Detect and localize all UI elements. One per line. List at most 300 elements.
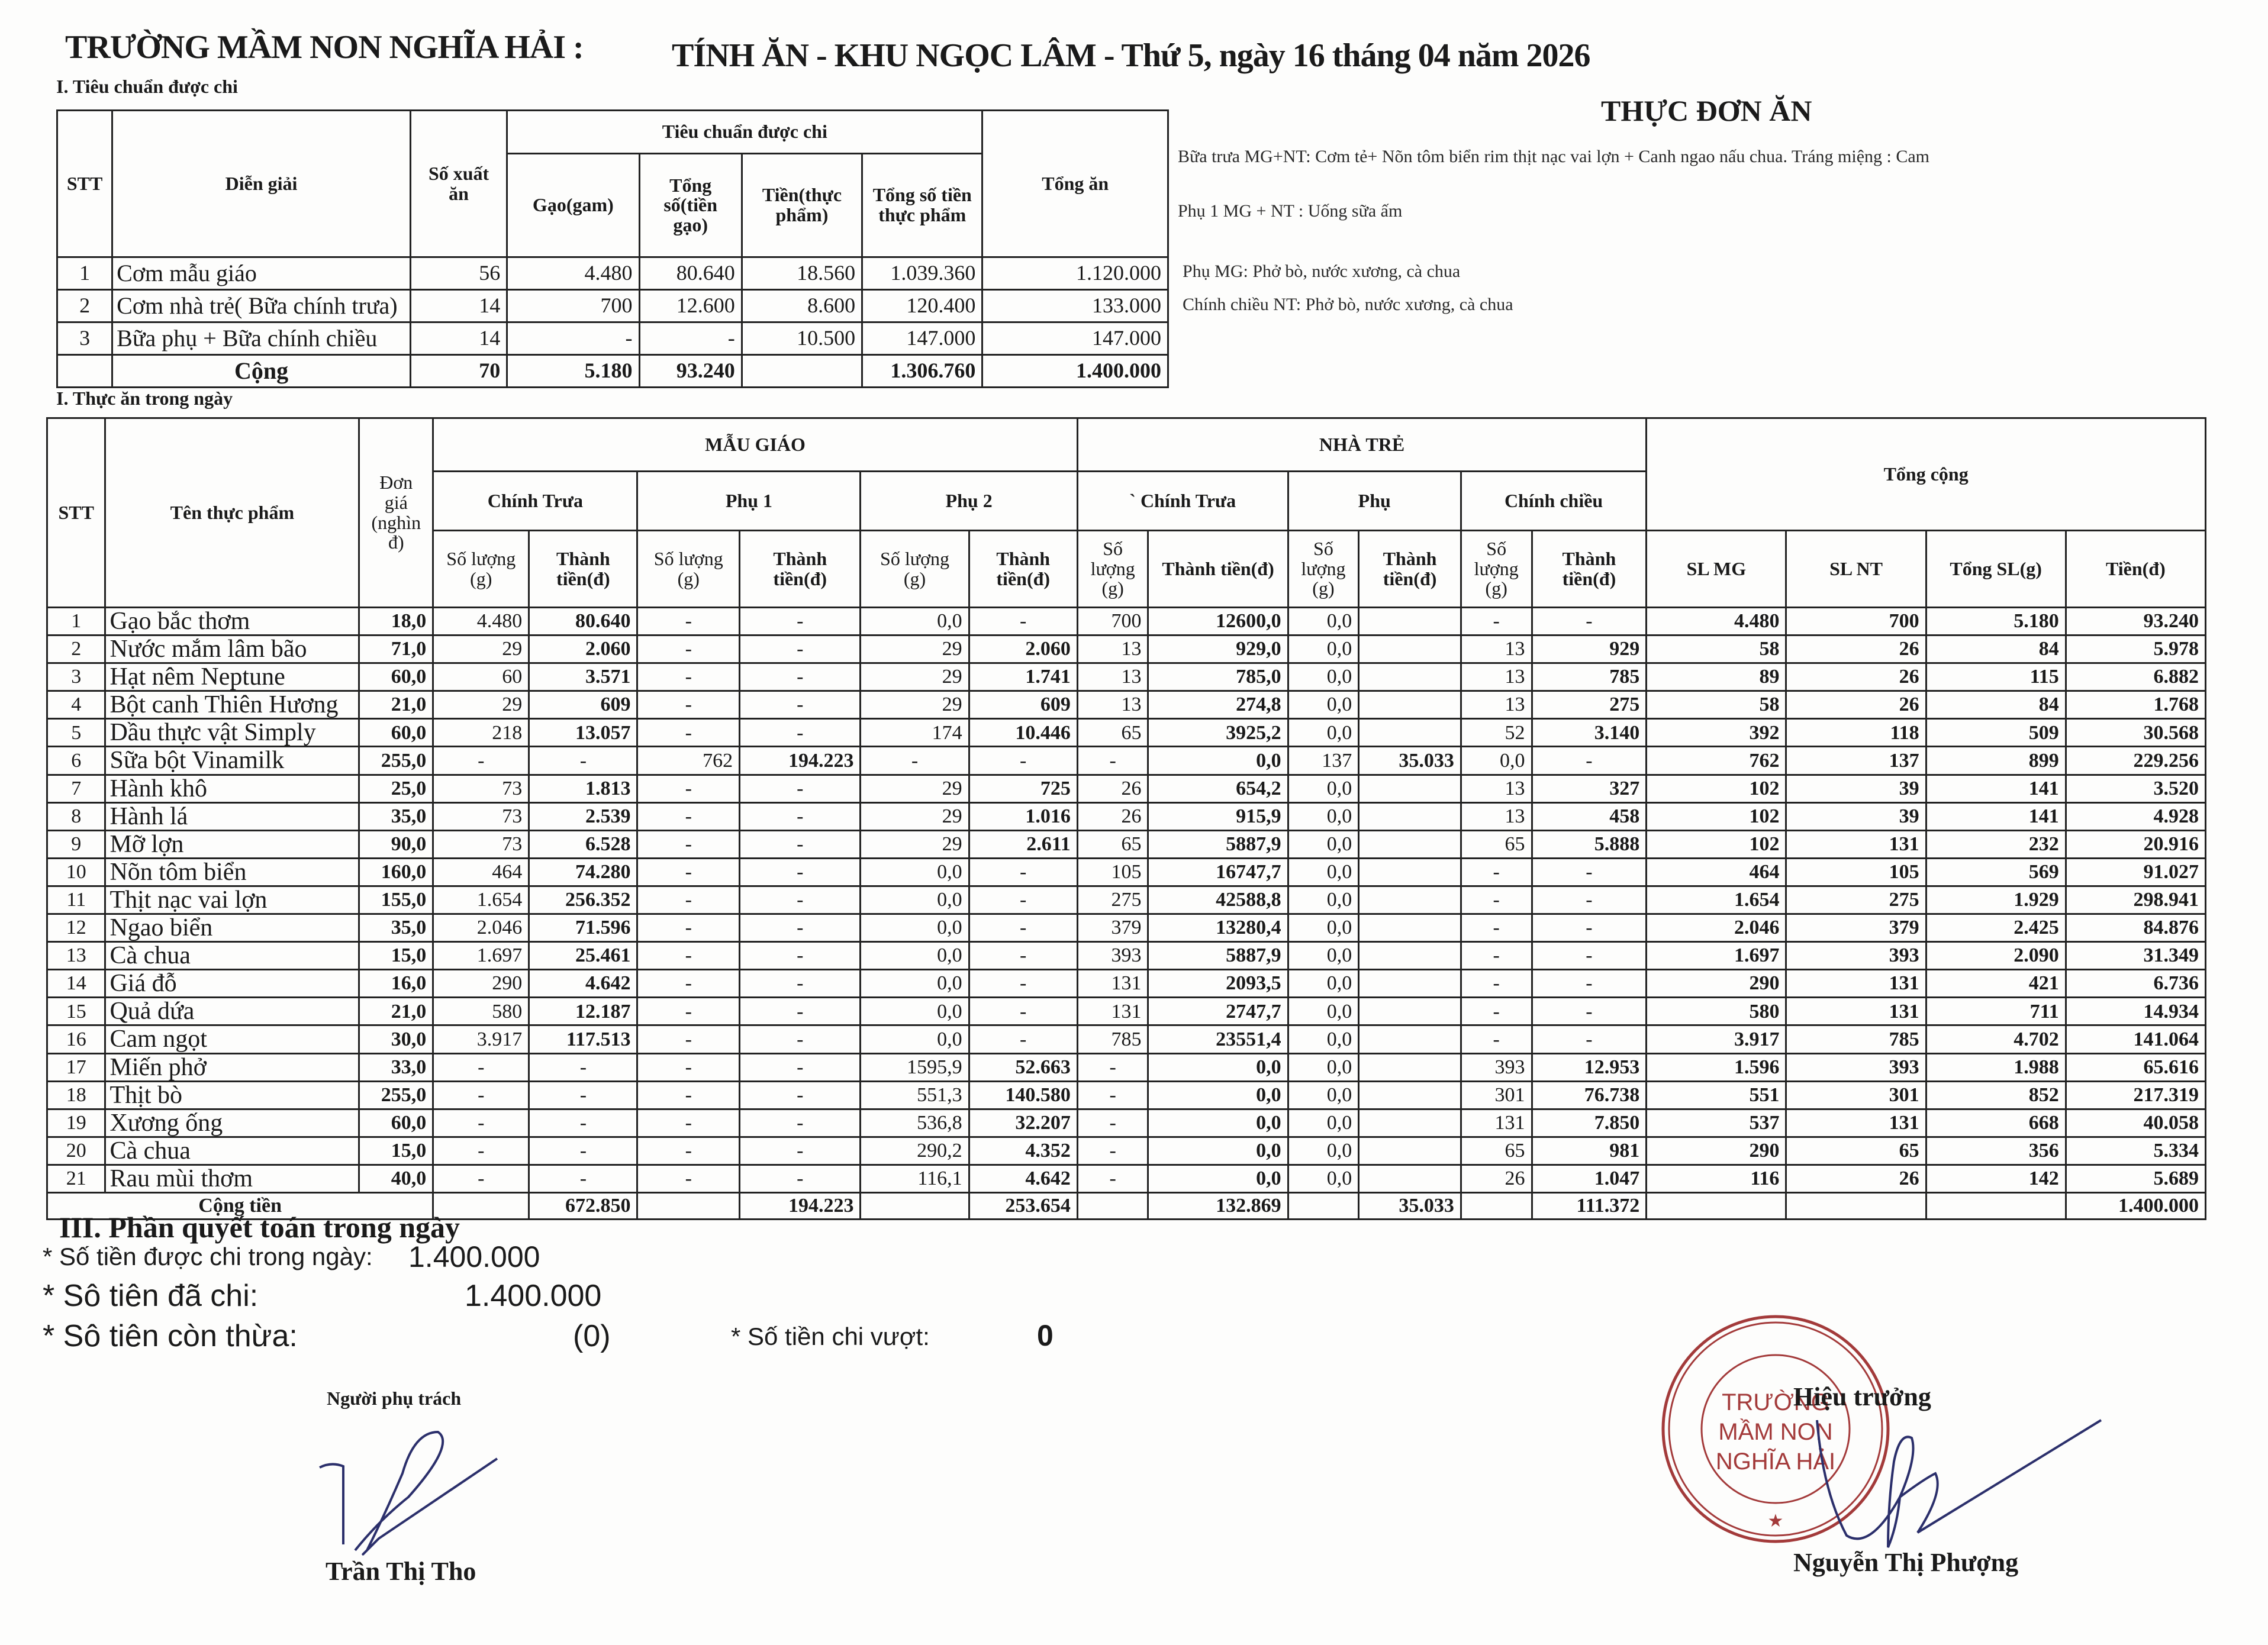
cell-don-gia: 40,0 <box>359 1165 433 1192</box>
stamp-line-2: MẦM NON <box>1718 1419 1833 1445</box>
cell-tien-tp: 8.600 <box>742 290 862 322</box>
cell-nt-cc-tt: 275 <box>1532 691 1647 719</box>
cell-mg-p2-sl: 536,8 <box>861 1109 969 1137</box>
cell-tien: 298.941 <box>2066 886 2205 914</box>
cell-mg-p1-tt: - <box>740 719 861 747</box>
cell-mg-ct-tt: 25.461 <box>529 942 637 970</box>
cell-nt-phu-tt <box>1359 691 1461 719</box>
total-so-xuat: 70 <box>410 355 507 388</box>
cell-mg-ct-tt: - <box>529 747 637 775</box>
cell-tien: 30.568 <box>2066 719 2205 747</box>
cell-nt-ct-sl: - <box>1077 1137 1148 1165</box>
cell-nt-phu-tt <box>1359 914 1461 942</box>
cell-mg-p1-tt: - <box>740 1081 861 1109</box>
cell-mg-ct-tt: 4.642 <box>529 970 637 998</box>
cell-nt-ct-sl: 785 <box>1077 1025 1148 1053</box>
cell-mg-ct-tt: 117.513 <box>529 1025 637 1053</box>
cell-sl-nt: 393 <box>1786 942 1926 970</box>
cell-mg-p1-tt: - <box>740 663 861 691</box>
cell-nt-cc-tt: - <box>1532 608 1647 636</box>
cell-nt-cc-tt: - <box>1532 970 1647 998</box>
cell-nt-cc-sl: - <box>1461 914 1532 942</box>
cell-mg-p1-sl: - <box>637 1081 740 1109</box>
cell-nt-ct-tt: 5887,9 <box>1148 942 1288 970</box>
cell-tong-sl: 1.929 <box>1926 886 2066 914</box>
cell-mg-p1-sl: - <box>637 998 740 1025</box>
cell-sl-mg: 58 <box>1647 691 1786 719</box>
cell-sl-mg: 1.654 <box>1647 886 1786 914</box>
cell-sl-mg: 762 <box>1647 747 1786 775</box>
cell-tien: 91.027 <box>2066 858 2205 886</box>
cell-nt-phu-sl: 0,0 <box>1288 998 1359 1025</box>
th-so-luong: Số lượng (g) <box>861 531 969 608</box>
cell-sl-mg: 290 <box>1647 970 1786 998</box>
cell-nt-phu-sl: 0,0 <box>1288 1025 1359 1053</box>
cell-ten: Mỡ lợn <box>105 830 359 858</box>
cell-mg-p1-sl: - <box>637 691 740 719</box>
th-mg-phu1: Phụ 1 <box>637 472 861 531</box>
total-tong-tp: 1.306.760 <box>862 355 982 388</box>
cell-tong-sl: 142 <box>1926 1165 2066 1192</box>
food-row <box>47 1025 2206 1053</box>
cell-mg-p1-tt: - <box>740 942 861 970</box>
cell-don-gia: 155,0 <box>359 886 433 914</box>
th-so-luong: Số lượng (g) <box>1461 531 1532 608</box>
cell-nt-cc-tt: - <box>1532 942 1647 970</box>
cell-mg-ct-tt: - <box>529 1165 637 1192</box>
cell-mg-p2-sl: 0,0 <box>861 998 969 1025</box>
cell-stt: 12 <box>47 914 105 942</box>
cell-sl-nt: 275 <box>1786 886 1926 914</box>
food-row <box>47 1081 2206 1109</box>
cell-mg-ct-tt: 1.813 <box>529 775 637 802</box>
cell-gao: 700 <box>507 290 639 322</box>
cell-mg-p2-sl: 0,0 <box>861 914 969 942</box>
cell-stt: 21 <box>47 1165 105 1192</box>
cell-stt: 6 <box>47 747 105 775</box>
con-thua-label: * Sô tiên còn thừa: <box>43 1319 298 1353</box>
cell-sl-nt: 118 <box>1786 719 1926 747</box>
cell-stt: 7 <box>47 775 105 802</box>
cell-tong-an: 147.000 <box>982 322 1168 355</box>
cell-desc: Cơm nhà trẻ( Bữa chính trưa) <box>112 290 411 322</box>
th-sl-nt: SL NT <box>1786 531 1926 608</box>
food-row <box>47 802 2206 830</box>
th-tong-tp: Tổng số tiền thực phẩm <box>862 154 982 257</box>
cell-mg-ct-tt: 3.571 <box>529 663 637 691</box>
th-thanh-tien: Thành tiền(đ) <box>740 531 861 608</box>
total-label: Cộng <box>112 355 411 388</box>
cell-sl-nt: 131 <box>1786 1109 1926 1137</box>
cell-mg-ct-sl: 29 <box>433 691 529 719</box>
cell-mg-ct-tt: 6.528 <box>529 830 637 858</box>
cell-nt-phu-tt <box>1359 830 1461 858</box>
school-name: TRƯỜNG MẦM NON NGHĨA HẢI : <box>65 29 584 66</box>
cell-nt-cc-sl: - <box>1461 998 1532 1025</box>
cell-mg-p1-tt: - <box>740 1137 861 1165</box>
cell-mg-p2-sl: 116,1 <box>861 1165 969 1192</box>
cell-stt: 11 <box>47 886 105 914</box>
cell-sl-mg: 537 <box>1647 1109 1786 1137</box>
cell-sl-mg: 4.480 <box>1647 608 1786 636</box>
cell-sl-nt: 379 <box>1786 914 1926 942</box>
cell-sl-mg: 102 <box>1647 775 1786 802</box>
cell-nt-cc-sl: - <box>1461 942 1532 970</box>
cell-sl-mg: 58 <box>1647 636 1786 663</box>
cell-mg-p2-sl: 29 <box>861 663 969 691</box>
cell-tien-tp: 18.560 <box>742 257 862 290</box>
cell-ten: Miến phở <box>105 1053 359 1081</box>
food-row <box>47 998 2206 1025</box>
cell-ten: Quả dứa <box>105 998 359 1025</box>
cell-mg-p2-sl: 29 <box>861 636 969 663</box>
cell-don-gia: 35,0 <box>359 914 433 942</box>
cell-nt-cc-tt: - <box>1532 886 1647 914</box>
cell-nt-phu-sl: 0,0 <box>1288 1081 1359 1109</box>
cell-nt-ct-tt: 929,0 <box>1148 636 1288 663</box>
th-nt-chinh-trua: ` Chính Trưa <box>1077 472 1288 531</box>
cell-nt-ct-sl: 65 <box>1077 719 1148 747</box>
th-don-gia: Đơn giá (nghìn đ) <box>359 418 433 608</box>
cell-tien: 1.768 <box>2066 691 2205 719</box>
cell-ten: Xương ống <box>105 1109 359 1137</box>
cell-nt-cc-tt: 327 <box>1532 775 1647 802</box>
cell-gao: 4.480 <box>507 257 639 290</box>
cell-mg-ct-tt: 2.539 <box>529 802 637 830</box>
cell-tien: 84.876 <box>2066 914 2205 942</box>
cell-nt-phu-sl: 0,0 <box>1288 636 1359 663</box>
total-mg-phu1: 194.223 <box>740 1192 861 1219</box>
cell-mg-ct-sl: - <box>433 1109 529 1137</box>
cell-mg-ct-tt: 71.596 <box>529 914 637 942</box>
cell-nt-phu-sl: 0,0 <box>1288 1109 1359 1137</box>
cell-nt-cc-sl: 65 <box>1461 1137 1532 1165</box>
cell-sl-mg: 1.596 <box>1647 1053 1786 1081</box>
cell-tien-gao: 80.640 <box>639 257 742 290</box>
cell-mg-ct-sl: - <box>433 1081 529 1109</box>
cell-sl-nt: 785 <box>1786 1025 1926 1053</box>
cell-nt-cc-sl: 0,0 <box>1461 747 1532 775</box>
cell-nt-ct-sl: - <box>1077 1109 1148 1137</box>
cell-don-gia: 255,0 <box>359 1081 433 1109</box>
th-thanh-tien: Thành tiền(đ) <box>529 531 637 608</box>
food-row <box>47 636 2206 663</box>
cell-ten: Cà chua <box>105 1137 359 1165</box>
cell-mg-p1-sl: - <box>637 1109 740 1137</box>
cell-nt-phu-sl: 0,0 <box>1288 663 1359 691</box>
stamp-star-icon: ★ <box>1767 1511 1784 1531</box>
da-chi-label: * Sô tiên đã chi: <box>43 1279 259 1313</box>
section3-heading: III. Phần quyết toán trong ngày <box>59 1211 460 1244</box>
total-mg-chinh-trua: 672.850 <box>529 1192 637 1219</box>
cell-nt-ct-tt: 274,8 <box>1148 691 1288 719</box>
cell-mg-ct-sl: 580 <box>433 998 529 1025</box>
cell-don-gia: 35,0 <box>359 802 433 830</box>
cell-mg-p2-sl: 0,0 <box>861 886 969 914</box>
cell-nt-ct-tt: 0,0 <box>1148 1165 1288 1192</box>
cell-mg-ct-tt: 80.640 <box>529 608 637 636</box>
cell-tong-sl: 1.988 <box>1926 1053 2066 1081</box>
cell-stt: 1 <box>47 608 105 636</box>
cell-mg-ct-tt: 256.352 <box>529 886 637 914</box>
left-signer-name: Trần Thị Tho <box>326 1557 476 1586</box>
right-signer-name: Nguyễn Thị Phượng <box>1793 1548 2019 1577</box>
cell-desc: Cơm mẫu giáo <box>112 257 411 290</box>
cell-tien: 5.978 <box>2066 636 2205 663</box>
cell-nt-phu-tt: 35.033 <box>1359 747 1461 775</box>
cell-sl-nt: 105 <box>1786 858 1926 886</box>
cell-mg-ct-tt: 13.057 <box>529 719 637 747</box>
cell-nt-cc-sl: - <box>1461 886 1532 914</box>
cell-mg-ct-sl: - <box>433 1053 529 1081</box>
cell-mg-ct-sl: - <box>433 1165 529 1192</box>
cell-tong-sl: 2.425 <box>1926 914 2066 942</box>
cell-don-gia: 15,0 <box>359 942 433 970</box>
cell-nt-cc-tt: 3.140 <box>1532 719 1647 747</box>
th-stt: STT <box>57 111 112 257</box>
total-tien-gao: 93.240 <box>639 355 742 388</box>
cell-nt-cc-tt: 981 <box>1532 1137 1647 1165</box>
cell-mg-p1-tt: - <box>740 775 861 802</box>
cell-mg-p1-sl: - <box>637 1137 740 1165</box>
cell-nt-phu-sl: 0,0 <box>1288 942 1359 970</box>
cell-mg-p2-sl: 551,3 <box>861 1081 969 1109</box>
cell-stt: 18 <box>47 1081 105 1109</box>
cell-don-gia: 60,0 <box>359 1109 433 1137</box>
cell-don-gia: 60,0 <box>359 719 433 747</box>
cell-tien: 31.349 <box>2066 942 2205 970</box>
cell-mg-p2-tt: - <box>969 970 1077 998</box>
cell-nt-ct-tt: 13280,4 <box>1148 914 1288 942</box>
total-tong-an: 1.400.000 <box>982 355 1168 388</box>
cell-nt-ct-tt: 654,2 <box>1148 775 1288 802</box>
cell-mg-p2-tt: 725 <box>969 775 1077 802</box>
cell-nt-ct-sl: 26 <box>1077 802 1148 830</box>
cell-mg-p1-sl: - <box>637 858 740 886</box>
cell-so-xuat: 14 <box>410 322 507 355</box>
left-signature-icon <box>308 1402 509 1562</box>
cell-mg-ct-sl: 218 <box>433 719 529 747</box>
cell-nt-phu-tt <box>1359 1109 1461 1137</box>
cell-nt-cc-tt: 929 <box>1532 636 1647 663</box>
cell-ten: Ngao biển <box>105 914 359 942</box>
cell-mg-p2-sl: 29 <box>861 775 969 802</box>
cell-mg-ct-sl: 464 <box>433 858 529 886</box>
cell-nt-cc-sl: 301 <box>1461 1081 1532 1109</box>
chi-vuot-label: * Số tiền chi vượt: <box>731 1323 930 1350</box>
cell-mg-p2-sl: 290,2 <box>861 1137 969 1165</box>
section1-label: I. Tiêu chuẩn được chi <box>56 76 238 97</box>
cell-nt-phu-sl: 0,0 <box>1288 608 1359 636</box>
cell-nt-cc-tt: 12.953 <box>1532 1053 1647 1081</box>
cell-nt-phu-tt <box>1359 942 1461 970</box>
cell-tien: 93.240 <box>2066 608 2205 636</box>
th-nha-tre: NHÀ TRẺ <box>1077 418 1646 472</box>
cell-nt-cc-sl: - <box>1461 858 1532 886</box>
cell-tong-sl: 84 <box>1926 691 2066 719</box>
cell-nt-phu-tt <box>1359 608 1461 636</box>
cell-sl-mg: 102 <box>1647 802 1786 830</box>
cell-sl-mg: 551 <box>1647 1081 1786 1109</box>
cell-tien: 141.064 <box>2066 1025 2205 1053</box>
cell-mg-p1-sl: - <box>637 1053 740 1081</box>
food-row <box>47 608 2206 636</box>
chi-vuot-value: 0 <box>1037 1319 1054 1352</box>
cell-sl-nt: 39 <box>1786 802 1926 830</box>
cell-tong-sl: 141 <box>1926 775 2066 802</box>
cell-stt: 2 <box>57 290 112 322</box>
cell-nt-phu-tt <box>1359 970 1461 998</box>
cell-tien-tp: 10.500 <box>742 322 862 355</box>
cell-don-gia: 255,0 <box>359 747 433 775</box>
th-so-xuat-an: Số xuất ăn <box>410 111 507 257</box>
cell-tien: 14.934 <box>2066 998 2205 1025</box>
stamp-line-1: TRƯỜNG <box>1722 1389 1829 1415</box>
cell-sl-nt: 26 <box>1786 691 1926 719</box>
cell-mg-p1-sl: - <box>637 970 740 998</box>
cell-sl-mg: 290 <box>1647 1137 1786 1165</box>
cell-mg-p1-sl: - <box>637 636 740 663</box>
standard-total-row <box>57 355 1168 388</box>
cell-don-gia: 18,0 <box>359 608 433 636</box>
cell-sl-nt: 700 <box>1786 608 1926 636</box>
th-tien-tp: Tiền(thực phẩm) <box>742 154 862 257</box>
cell-gao: - <box>507 322 639 355</box>
cell-nt-ct-sl: 393 <box>1077 942 1148 970</box>
menu-line-lunch: Bữa trưa MG+NT: Cơm tẻ+ Nõn tôm biển rim thịt nạc vai lợn + Canh ngao nấu chua. Tráng miệng : Cam <box>1178 147 1930 166</box>
cell-nt-cc-tt: - <box>1532 914 1647 942</box>
cell-mg-p1-tt: - <box>740 914 861 942</box>
cell-nt-cc-tt: 5.888 <box>1532 830 1647 858</box>
cell-stt: 16 <box>47 1025 105 1053</box>
cell-stt: 14 <box>47 970 105 998</box>
cell-sl-mg: 102 <box>1647 830 1786 858</box>
cell-nt-ct-sl: 13 <box>1077 663 1148 691</box>
cell-nt-ct-tt: 0,0 <box>1148 747 1288 775</box>
cell-nt-phu-tt <box>1359 858 1461 886</box>
cell-don-gia: 30,0 <box>359 1025 433 1053</box>
section2-label: I. Thực ăn trong ngày <box>56 388 233 409</box>
cell-tien: 65.616 <box>2066 1053 2205 1081</box>
cell-mg-p1-tt: - <box>740 1165 861 1192</box>
cell-tong-sl: 141 <box>1926 802 2066 830</box>
cell-tong-sl: 569 <box>1926 858 2066 886</box>
cell-mg-ct-sl: 2.046 <box>433 914 529 942</box>
cell-mg-p1-sl: - <box>637 914 740 942</box>
cell-tien: 3.520 <box>2066 775 2205 802</box>
cell-tong-sl: 2.090 <box>1926 942 2066 970</box>
food-row <box>47 830 2206 858</box>
cell-mg-p1-sl: - <box>637 608 740 636</box>
cell-nt-cc-tt: - <box>1532 998 1647 1025</box>
cell-nt-phu-sl: 0,0 <box>1288 1165 1359 1192</box>
cell-nt-phu-tt <box>1359 802 1461 830</box>
food-row <box>47 719 2206 747</box>
cell-mg-p1-tt: - <box>740 998 861 1025</box>
cell-don-gia: 33,0 <box>359 1053 433 1081</box>
cell-nt-cc-tt: 1.047 <box>1532 1165 1647 1192</box>
food-row <box>47 886 2206 914</box>
cell-mg-p1-tt: 194.223 <box>740 747 861 775</box>
cell-nt-cc-tt: - <box>1532 1025 1647 1053</box>
cell-ten: Giá đỗ <box>105 970 359 998</box>
total-gao: 5.180 <box>507 355 639 388</box>
cell-nt-ct-sl: 131 <box>1077 970 1148 998</box>
cell-stt: 5 <box>47 719 105 747</box>
cell-mg-ct-sl: 1.697 <box>433 942 529 970</box>
cell-stt: 10 <box>47 858 105 886</box>
cell-nt-ct-tt: 0,0 <box>1148 1053 1288 1081</box>
th-tong-an: Tổng ăn <box>982 111 1168 257</box>
cell-tong-sl: 852 <box>1926 1081 2066 1109</box>
th-tieu-chuan: Tiêu chuẩn được chi <box>507 111 982 154</box>
cell-sl-nt: 393 <box>1786 1053 1926 1081</box>
cell-nt-cc-tt: 7.850 <box>1532 1109 1647 1137</box>
cell-mg-p1-tt: - <box>740 858 861 886</box>
cell-sl-nt: 137 <box>1786 747 1926 775</box>
cell-so-xuat: 14 <box>410 290 507 322</box>
cell-sl-nt: 131 <box>1786 970 1926 998</box>
cell-nt-cc-tt: 785 <box>1532 663 1647 691</box>
cell-nt-ct-tt: 3925,2 <box>1148 719 1288 747</box>
cell-nt-phu-tt <box>1359 1081 1461 1109</box>
cell-sl-nt: 26 <box>1786 636 1926 663</box>
total-mg-phu2: 253.654 <box>969 1192 1077 1219</box>
cell-mg-p2-sl: 0,0 <box>861 1025 969 1053</box>
cell-nt-cc-tt: 76.738 <box>1532 1081 1647 1109</box>
cell-nt-ct-sl: 13 <box>1077 691 1148 719</box>
cell-mg-p2-tt: 4.352 <box>969 1137 1077 1165</box>
th-ten-thuc-pham: Tên thực phẩm <box>105 418 359 608</box>
th-sl-mg: SL MG <box>1647 531 1786 608</box>
cell-tong-tp: 147.000 <box>862 322 982 355</box>
food-row <box>47 1053 2206 1081</box>
cell-mg-p1-sl: - <box>637 775 740 802</box>
cell-desc: Bữa phụ + Bữa chính chiều <box>112 322 411 355</box>
cell-nt-ct-sl: 13 <box>1077 636 1148 663</box>
th-thanh-tien: Thành tiền(đ) <box>1359 531 1461 608</box>
cell-mg-ct-sl: 4.480 <box>433 608 529 636</box>
cell-ten: Hạt nêm Neptune <box>105 663 359 691</box>
cell-tien: 20.916 <box>2066 830 2205 858</box>
cell-nt-cc-sl: 65 <box>1461 830 1532 858</box>
th-dien-giai: Diễn giải <box>112 111 411 257</box>
cell-tong-sl: 509 <box>1926 719 2066 747</box>
cell-mg-p1-tt: - <box>740 636 861 663</box>
cell-mg-ct-tt: - <box>529 1053 637 1081</box>
cell-stt: 3 <box>47 663 105 691</box>
cell-nt-phu-tt <box>1359 1025 1461 1053</box>
cell-nt-phu-sl: 0,0 <box>1288 802 1359 830</box>
cell-stt: 1 <box>57 257 112 290</box>
cell-mg-p2-tt: 2.060 <box>969 636 1077 663</box>
cell-nt-cc-sl: 13 <box>1461 691 1532 719</box>
cell-stt: 3 <box>57 322 112 355</box>
th-mg-phu2: Phụ 2 <box>861 472 1077 531</box>
cell-mg-p2-tt: 140.580 <box>969 1081 1077 1109</box>
cell-ten: Cam ngọt <box>105 1025 359 1053</box>
cell-tong-sl: 421 <box>1926 970 2066 998</box>
cell-tong-sl: 711 <box>1926 998 2066 1025</box>
cell-sl-nt: 131 <box>1786 830 1926 858</box>
th-so-luong: Số lượng (g) <box>1077 531 1148 608</box>
cell-nt-ct-tt: 785,0 <box>1148 663 1288 691</box>
cell-nt-phu-sl: 0,0 <box>1288 830 1359 858</box>
cell-nt-phu-tt <box>1359 775 1461 802</box>
cell-nt-phu-sl: 0,0 <box>1288 691 1359 719</box>
food-row <box>47 663 2206 691</box>
cell-nt-ct-tt: 42588,8 <box>1148 886 1288 914</box>
